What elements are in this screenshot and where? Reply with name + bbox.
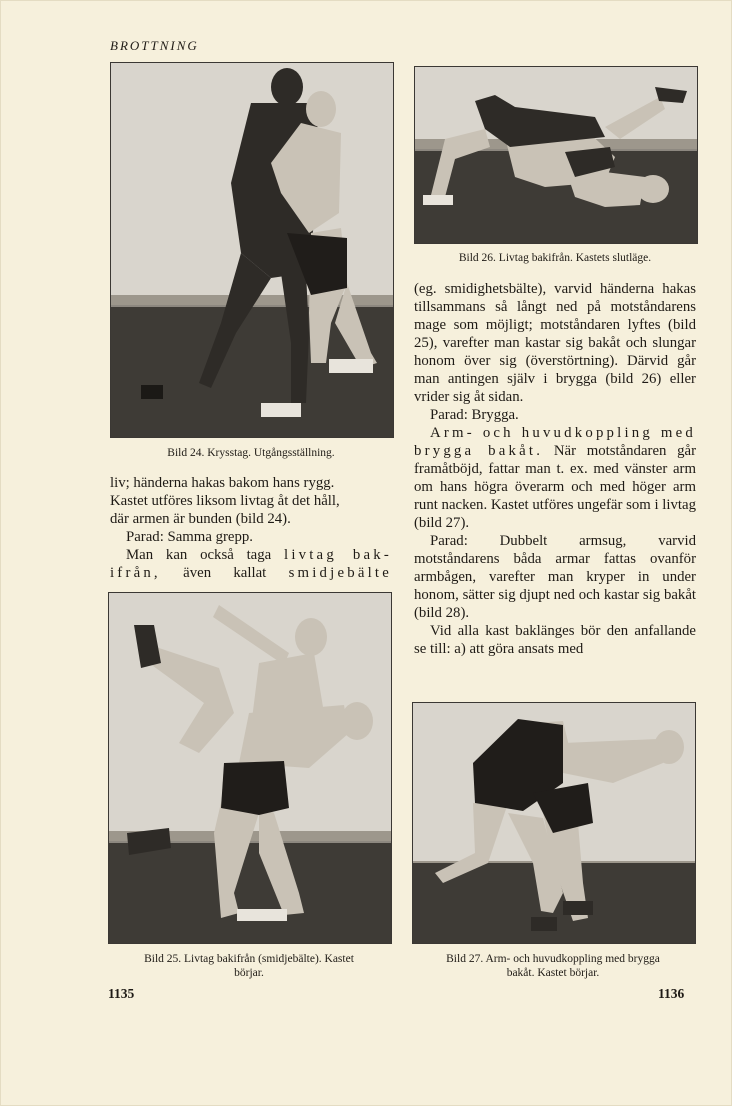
- left-column-text: [110, 474, 392, 582]
- right-column-text: [414, 280, 696, 658]
- caption-bild-26: [414, 251, 696, 265]
- right-paragraph-4: Parad: Dubbelt armsug, varvid motståndarens båda armar fattas ovanför armbågen, varefter man kryper in under honom, sätter sig djupt ned och kastar sig bakåt (bild 28).: [414, 533, 696, 621]
- left-line-4: Parad: Samma grepp.: [126, 529, 253, 545]
- right-paragraph-3-rest: När motståndaren går framåtböjd, fattar man t. ex. med vänster arm om hans högra överarm och med höger arm runt nacken. Kastet utföres ungefär som i livtag (bild 27).: [414, 443, 696, 531]
- left-line-6-spaced-b: smidjebälte: [288, 565, 392, 581]
- right-paragraph-3-spaced: Arm- och huvudkoppling med brygga bakåt.: [414, 425, 696, 459]
- left-line-1: liv; händerna hakas bakom hans rygg.: [110, 475, 335, 491]
- caption-bild-24-text: Bild 24. Krysstag. Utgångsställning.: [167, 447, 335, 459]
- caption-bild-25-line-2: börjar.: [234, 967, 264, 979]
- page-number-left: 1135: [108, 986, 135, 1001]
- right-paragraph-2: Parad: Brygga.: [430, 407, 519, 423]
- left-line-6-spaced-a: ifrån,: [110, 565, 161, 581]
- running-head: BROTTNING: [110, 38, 199, 53]
- left-line-5: [110, 546, 392, 564]
- left-line-2: Kastet utföres liksom livtag åt det håll,: [110, 493, 340, 509]
- left-line-6: [110, 564, 392, 582]
- photo-bild-27: [412, 702, 696, 944]
- left-line-5-spaced: livtag bak-: [284, 547, 393, 563]
- caption-bild-25-line-1: Bild 25. Livtag bakifrån (smidjebälte). Kastet: [144, 953, 354, 965]
- page-number-right: 1136: [658, 986, 685, 1001]
- right-paragraph-5: Vid alla kast baklänges bör den anfallande se till: a) att göra ansats med: [414, 623, 696, 657]
- caption-bild-26-text: Bild 26. Livtag bakifrån. Kastets slutläge.: [458, 252, 652, 264]
- left-line-6-plain: även kallat: [183, 565, 267, 581]
- caption-bild-27-line-1: Bild 27. Arm- och huvudkoppling med brygga: [446, 953, 660, 965]
- caption-bild-27: [404, 952, 702, 980]
- caption-bild-25: [100, 952, 398, 980]
- left-line-5-plain: Man kan också taga: [126, 547, 272, 563]
- caption-bild-27-line-2: bakåt. Kastet börjar.: [506, 967, 600, 979]
- photo-bild-26: [414, 66, 698, 244]
- right-paragraph-3: [414, 424, 696, 532]
- left-line-3: där armen är bunden (bild 24).: [110, 511, 291, 527]
- photo-bild-25: [108, 592, 392, 944]
- caption-bild-24: [110, 446, 392, 460]
- right-paragraph-1: (eg. smidighetsbälte), varvid händerna hakas tillsammans så långt ned på motståndarens mage som möjligt; motståndaren lyftes (bild 25), varefter man kastar sig bakåt och slungar honom över sig (överstörtning). Därvid går man antingen själv i brygga (bild 26) eller vrider sig åt sidan.: [414, 281, 696, 405]
- photo-bild-24: [110, 62, 394, 438]
